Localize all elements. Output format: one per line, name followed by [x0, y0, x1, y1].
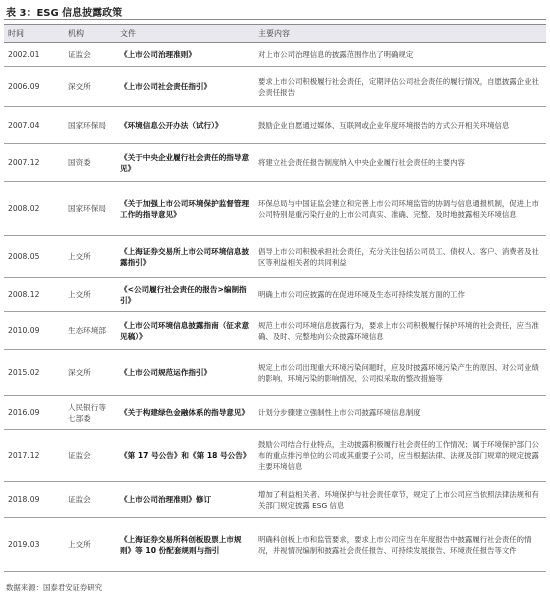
table-row	[4, 107, 546, 144]
cell-org: 深交所	[64, 67, 116, 107]
cell-content: 要求上市公司积极履行社会责任，定期评估公司社会责任的履行情况，自愿披露企业社会责任报告	[254, 67, 546, 107]
cell-doc: 《上海证券交易所科创板股票上市规则》等 10 份配套规则与指引	[116, 518, 254, 572]
header-date: 时间	[4, 25, 64, 43]
table-row	[4, 182, 546, 236]
cell-content: 对上市公司治理信息的披露范围作出了明确规定	[254, 43, 546, 67]
header-doc: 文件	[116, 25, 254, 43]
policy-table	[4, 24, 546, 572]
cell-doc: 《上市公司规范运作指引》	[116, 350, 254, 396]
cell-org: 深交所	[64, 350, 116, 396]
header-org: 机构	[64, 25, 116, 43]
cell-doc: 《关于加强上市公司环境保护监督管理工作的指导意见》	[116, 182, 254, 236]
cell-date: 2016.09	[4, 396, 64, 430]
table-row	[4, 518, 546, 572]
cell-date: 2008.02	[4, 182, 64, 236]
cell-date: 2015.02	[4, 350, 64, 396]
cell-date: 2006.09	[4, 67, 64, 107]
cell-content: 明确上市公司应披露的在促进环境及生态可持续发展方面的工作	[254, 278, 546, 312]
cell-content: 倡导上市公司积极承担社会责任，充分关注包括公司员工、债权人、客户、消费者及社区等利益相关者的共同利益	[254, 236, 546, 278]
cell-doc: 《关于中央企业履行社会责任的指导意见》	[116, 144, 254, 182]
table-header-row	[4, 25, 546, 43]
cell-org: 国家环保局	[64, 107, 116, 144]
header-content: 主要内容	[254, 25, 546, 43]
table-row	[4, 67, 546, 107]
cell-doc: 《上海证券交易所上市公司环境信息披露指引》	[116, 236, 254, 278]
table-caption: 表 3：ESG 信息披露政策	[6, 8, 123, 19]
table-row	[4, 350, 546, 396]
cell-date: 2010.09	[4, 312, 64, 350]
cell-org: 人民银行等七部委	[64, 396, 116, 430]
table-row	[4, 236, 546, 278]
cell-date: 2019.03	[4, 518, 64, 572]
cell-date: 2008.12	[4, 278, 64, 312]
table-row	[4, 312, 546, 350]
table-row	[4, 278, 546, 312]
cell-content: 增加了利益相关者、环境保护与社会责任章节，规定了上市公司应当依照法律法规和有关部门规定披露 ESG 信息	[254, 482, 546, 518]
cell-doc: 《上市公司环境信息披露指南（征求意见稿）》	[116, 312, 254, 350]
data-source-note: 数据来源：国泰君安证券研究	[6, 583, 103, 592]
cell-doc: 《上市公司社会责任指引》	[116, 67, 254, 107]
cell-date: 2018.09	[4, 482, 64, 518]
cell-org: 证监会	[64, 482, 116, 518]
cell-doc: 《环境信息公开办法（试行）》	[116, 107, 254, 144]
cell-org: 上交所	[64, 278, 116, 312]
cell-org: 上交所	[64, 236, 116, 278]
cell-doc: 《上市公司治理准则》修订	[116, 482, 254, 518]
cell-content: 规定上市公司出现重大环境污染问题时，应及时披露环境污染产生的原因、对公司业绩的影响、环境污染的影响情况、公司拟采取的整改措施等	[254, 350, 546, 396]
cell-doc: 《关于构建绿色金融体系的指导意见》	[116, 396, 254, 430]
cell-content: 将建立社会责任报告制度纳入中央企业履行社会责任的主要内容	[254, 144, 546, 182]
cell-content: 环保总局与中国证监会建立和完善上市公司环境监管的协调与信息通报机制，促进上市公司特别是重污染行业的上市公司真实、准确、完整、及时地披露相关环境信息	[254, 182, 546, 236]
cell-date: 2008.05	[4, 236, 64, 278]
cell-org: 上交所	[64, 518, 116, 572]
cell-content: 鼓励企业自愿通过媒体、互联网或企业年度环境报告的方式公开相关环境信息	[254, 107, 546, 144]
table-row	[4, 144, 546, 182]
cell-org: 国家环保局	[64, 182, 116, 236]
cell-date: 2007.12	[4, 144, 64, 182]
cell-doc: 《<公司履行社会责任的报告>编制指引》	[116, 278, 254, 312]
table-row	[4, 396, 546, 430]
cell-org: 证监会	[64, 430, 116, 482]
cell-doc: 《上市公司治理准则》	[116, 43, 254, 67]
cell-date: 2002.01	[4, 43, 64, 67]
table-row	[4, 482, 546, 518]
caption-divider	[4, 19, 546, 20]
table-row	[4, 43, 546, 67]
cell-content: 鼓励公司结合行业特点，主动披露积极履行社会责任的工作情况；属于环境保护部门公布的重点排污单位的公司或其重要子公司，应当根据法律、法规及部门规章的规定披露主要环境信息	[254, 430, 546, 482]
table-body	[4, 43, 546, 572]
cell-org: 国资委	[64, 144, 116, 182]
cell-org: 证监会	[64, 43, 116, 67]
cell-date: 2007.04	[4, 107, 64, 144]
cell-org: 生态环境部	[64, 312, 116, 350]
cell-content: 计划分步骤建立强制性上市公司披露环境信息制度	[254, 396, 546, 430]
cell-content: 规范上市公司环境信息披露行为，要求上市公司积极履行保护环境的社会责任，应当准确、及时、完整地向公众披露环境信息	[254, 312, 546, 350]
cell-date: 2017.12	[4, 430, 64, 482]
cell-doc: 《第 17 号公告》和《第 18 号公告》	[116, 430, 254, 482]
cell-content: 明确科创板上市和监管要求，要求上市公司应当在年度报告中披露履行社会责任的情况，并视情况编制和披露社会责任报告、可持续发展报告、环境责任报告等文件	[254, 518, 546, 572]
table-row	[4, 430, 546, 482]
